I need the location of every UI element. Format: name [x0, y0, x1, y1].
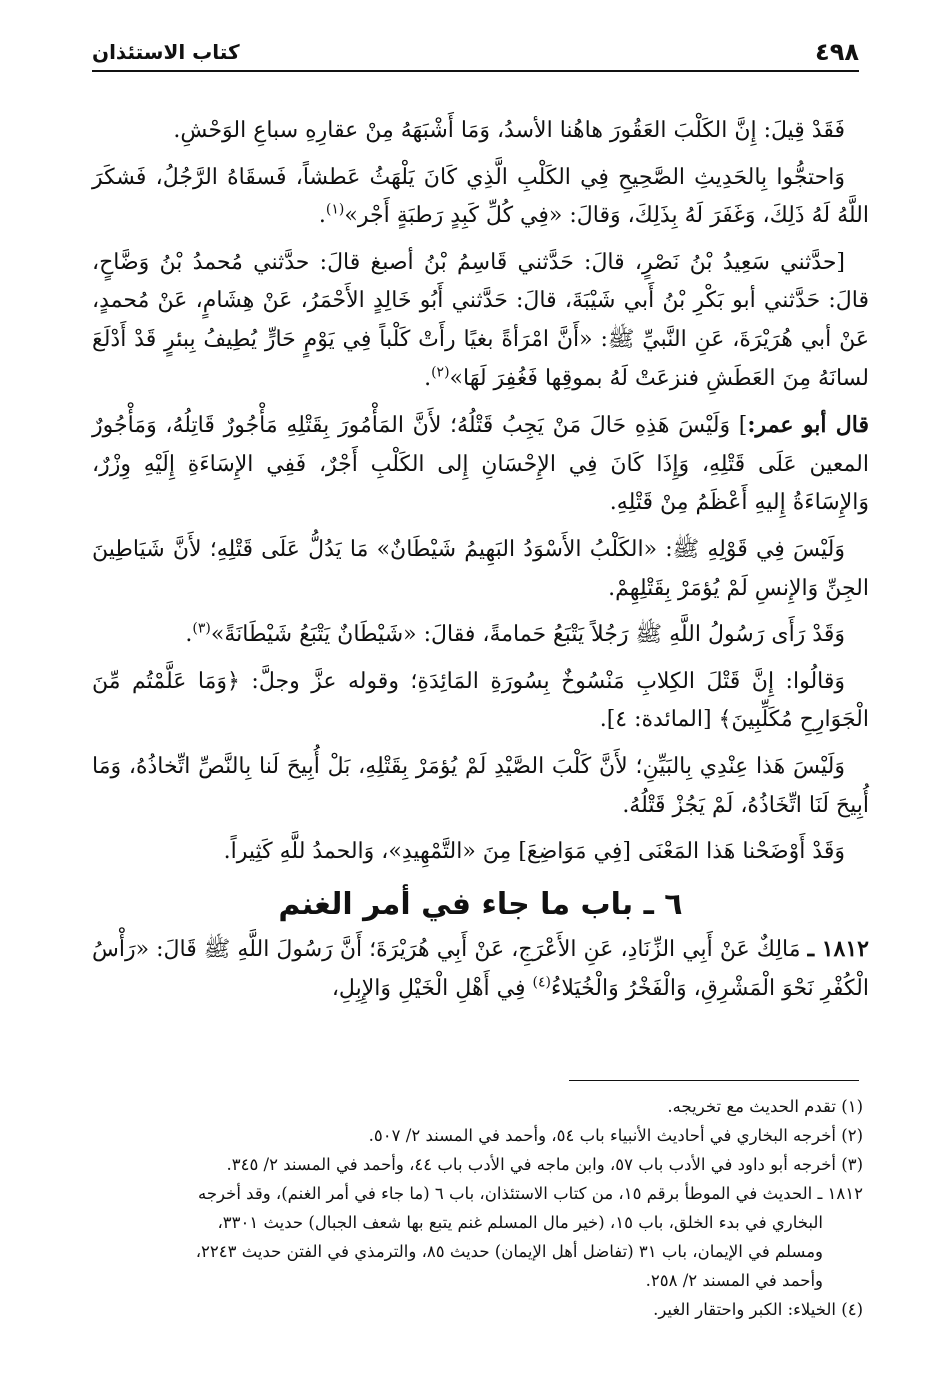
- footnote-1812-line-4: وأحمد في المسند ٢/ ٢٥٨.: [645, 1271, 823, 1290]
- paragraph-5: وَلَيْسَ فِي قَوْلِهِ ﷺ: «الكَلْبُ الأَسْوَدُ البَهِيمُ شَيْطَانٌ» مَا يَدُلُّ عَلَى قَتْلِهِ؛ لأَنَّ شَيَاطِينَ الجِنِّ وَالإِنسِ لَمْ يُؤمَرْ بِقَتْلِهِمْ.: [92, 536, 869, 601]
- speaker-label: قال أبو عمر:: [747, 412, 869, 439]
- header-rule: [92, 70, 859, 72]
- main-text: [92, 112, 869, 1016]
- hadith-number: ١٨١٢ ـ: [807, 936, 869, 963]
- footnote-1812: ١٨١٢ ـ الحديث في الموطأ برقم ١٥، من كتاب الاستئذان، باب ٦ (ما جاء في أمر الغنم)، وقد أخرجه: [197, 1184, 863, 1203]
- footnote-1812-line-2: البخاري في بدء الخلق، باب ١٥، (خير مال المسلم غنم يتبع بها شعف الجبال) حديث ٣٣٠١،: [217, 1213, 823, 1232]
- footnote-ref-2[interactable]: (٢): [431, 364, 450, 381]
- paragraph-8: وَلَيْسَ هَذا عِنْدِي بِالبَيِّنِ؛ لأَنَّ كَلْبَ الصَّيْدِ لَمْ يُؤمَرْ بِقَتْلِهِ، بَلْ أُبِيحَ لَنا بِالنَّصِّ اتِّخاذُهُ، وَمَا أُبِيحَ لَنَا اتِّخَاذُهُ، لَمْ يَجُزْ قَتْلُهُ.: [92, 753, 869, 818]
- footnote-ref-4[interactable]: (٤): [532, 974, 551, 991]
- footnote-1: (١) تقدم الحديث مع تخريجه.: [667, 1097, 863, 1116]
- footnote-3: (٣) أخرجه أبو داود في الأدب باب ٥٧، وابن ماجه في الأدب باب ٤٤، وأحمد في المسند ٢/ ٣٤٥.: [226, 1155, 863, 1174]
- running-header: [92, 38, 859, 78]
- hadith-paragraph: ١٨١٢ ـ مَالِكٌ عَنْ أَبِي الزِّنَادِ، عَنِ الأَعْرَجِ، عَنْ أَبِي هُرَيْرَةَ؛ أَنَّ رَسُولَ اللَّهِ ﷺ قَالَ: «رَأْسُ الْكُفْرِ نَحْوَ الْمَشْرِقِ، وَالْفَخْرُ وَالْخُيَلاءُ$^{(٤)}$ فِي أَهْلِ الْخَيْلِ وَالإِبِلِ،: [92, 936, 869, 1001]
- paragraph-4: قال أبو عمر:] وَلَيْسَ هَذِهِ حَالَ مَنْ يَجِبُ قَتْلُهُ؛ لأَنَّ المَأْمُورَ بِقَتْلِهِ مَأْجُورٌ قَاتِلُهُ، وَمَأْجُورٌ المعين عَلَى قَتْلِهِ، وَإِذَا كَانَ فِي الإِحْسَانِ إِلى الكَلْبِ أَجْرٌ، فَفِي الإِسَاءَةِ إِلَيْهِ وِزْرٌ، وَالإِسَاءَةُ إِليهِ أَعْظَمُ مِنْ قَتْلِهِ.: [92, 412, 869, 516]
- footnote-divider: [569, 1080, 859, 1081]
- paragraph-6: وَقَدْ رَأَى رَسُولُ اللَّهِ ﷺ رَجُلاً يَتْبَعُ حَمامةً، فقالَ: «شَيْطَانٌ يَتْبَعُ شَيْطَانَةً»$^{(٣)}$.: [185, 620, 845, 648]
- paragraph-7: وَقالُوا: إِنَّ قَتْلَ الكِلابِ مَنْسُوخٌ بِسُورَةِ المَائِدَةِ؛ وقوله عزَّ وجلَّ: ﴿وَمَا عَلَّمْتُم مِّنَ الْجَوَارِحِ مُكَلِّبِينَ﴾ [المائدة: ٤].: [92, 668, 869, 733]
- footnotes: [92, 1092, 863, 1324]
- chapter-heading: ٦ ـ باب ما جاء في أمر الغنم: [278, 886, 683, 922]
- paragraph-3: [حدَّثني سَعِيدُ بْنُ نَصْرٍ، قالَ: حَدَّثني قَاسِمُ بْنُ أصبغ قالَ: حدَّثني مُحمدُ بْنُ وَضَّاحٍ، قالَ: حَدَّثني أبو بَكْرِ بْنُ أَبي شَيْبَةَ، قالَ: حَدَّثني أَبُو خَالِدٍ الأَحْمَرُ، عَنْ هِشَامٍ، عَنْ مُحمدٍ، عَنْ أبي هُرَيْرَةَ، عَنِ النَّبيِّ ﷺ: «أَنَّ امْرَأةً بغيًا رأَتْ كَلْباً فِي يَوْمٍ حَارٍّ يُطِيفُ بِبئرٍ قَدْ أَدْلَعَ لسانَهُ مِنَ العَطَشِ فنزعَتْ لَهُ بموقِها فَغُفِرَ لَهَا»$^{(٢)}$.: [92, 249, 869, 391]
- footnote-ref-1[interactable]: (١): [325, 201, 345, 218]
- footnote-2: (٢) أخرجه البخاري في أحاديث الأنبياء باب ٥٤، وأحمد في المسند ٢/ ٥٠٧.: [368, 1126, 863, 1145]
- footnote-ref-3[interactable]: (٣): [192, 620, 211, 637]
- paragraph-1: فَقَدْ قِيلَ: إِنَّ الكَلْبَ العَقُورَ هاهُنا الأسدُ، وَمَا أَشْبَهَهُ مِنْ عقارِهِ سباعِ الوَحْشِ.: [173, 118, 845, 143]
- paragraph-9: وَقَدْ أَوْضَحْنا هَذا المَعْنَى [فِي مَوَاضِعَ] مِنَ «التَّمْهِيدِ»، وَالحمدُ للَّهِ كَثِيراً.: [223, 839, 845, 865]
- footnote-1812-line-3: ومسلم في الإيمان، باب ٣١ (تفاضل أهل الإيمان) حديث ٨٥، والترمذي في الفتن حديث ٢٢٤٣،: [195, 1242, 823, 1261]
- book-title: كتاب الاستئذان: [92, 40, 240, 64]
- footnote-4: (٤) الخيلاء: الكبر واحتقار الغير.: [653, 1300, 863, 1319]
- paragraph-2: وَاحتجُّوا بِالحَدِيثِ الصَّحِيحِ فِي الكَلْبِ الَّذِي كَانَ يَلْهَثُ عَطشاً، فَسقَاهُ الرَّجُلُ، فَشكَرَ اللَّهُ لَهُ ذَلِكَ، وَغَفَرَ لَهُ بِذَلِكَ، وَقالَ: «فِي كُلِّ كَبِدٍ رَطبَةٍ أَجْر»$^{(١)}$.: [92, 164, 869, 229]
- page-number: ٤٩٨: [815, 38, 859, 66]
